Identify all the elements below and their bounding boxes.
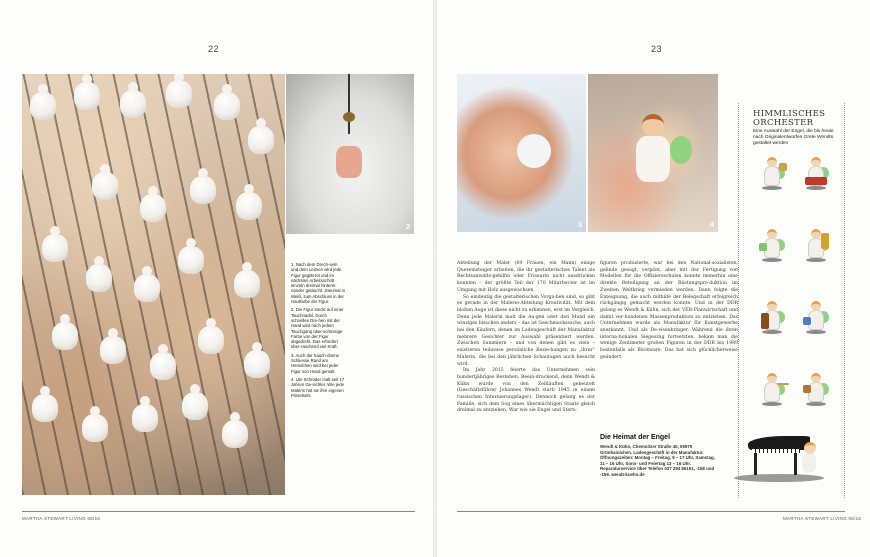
piano-keys xyxy=(752,449,800,453)
pianist-body xyxy=(802,454,816,472)
angel-robe xyxy=(636,136,670,182)
sidebar-title-line: ORCHESTER xyxy=(753,118,814,128)
piano-leg xyxy=(794,453,797,475)
caption-2: 2. Die Figur steckt auf einer Tauchnadel. Durch schnelles Dre-hen mit der Hand wird nach jedem Tauchgang über-schüssige Farbe von der Figur abgedreht. Das erfordert über-raschend viel Kraft. xyxy=(291,307,344,350)
info-title: Die Heimat der Engel xyxy=(600,434,671,441)
angel-figurine-drum xyxy=(801,155,831,195)
photo-dipping-needle xyxy=(286,74,414,234)
angel-figure xyxy=(30,92,56,120)
footer-label-right: MARTHA STEWART LIVING 06/16 xyxy=(783,516,862,521)
angel-figurine-accordion xyxy=(757,227,787,267)
angel-figure xyxy=(86,264,112,292)
photo-painting-face xyxy=(588,74,718,232)
angel-figurine-harp xyxy=(801,227,831,267)
footer-label-left: MARTHA STEWART LIVING 06/16 xyxy=(22,516,101,521)
angel-figure xyxy=(42,234,68,262)
angel-figure xyxy=(517,134,551,168)
angel-figurine-bells xyxy=(801,299,831,339)
angel-figure xyxy=(178,246,204,274)
page-number-right: 23 xyxy=(651,44,663,54)
photo-angels-on-needles xyxy=(22,74,285,495)
figure-blank xyxy=(336,146,362,178)
angel-figure xyxy=(244,350,270,378)
info-text: Wendt & Kühn, Chemnitzer Straße 40, 09579 Grünhainichen. Ladengeschäft in der Manufaktur. Öffnungszeiten: Montag – Freitag, 9 – 17 Uhr, Samstag, 11 – 16 Uhr, Sonn- und Feiertag 13 – 16 Uhr. Reparaturservice über Telefon 037 294 86151, -158 und -159. wendt-kuehn.de xyxy=(600,444,715,477)
angel-figure xyxy=(82,414,108,442)
angel-figure xyxy=(150,352,176,380)
angel-figurine-lute xyxy=(801,371,831,411)
photo-number: 4 xyxy=(710,222,714,229)
angel-figurine-trumpet xyxy=(757,155,787,195)
angel-figure xyxy=(190,176,216,204)
caption-3: 3. Auch der hauch-dünne Schliesse Rand am Hemdchen wird bei jeder Figur von Hand gemalt. xyxy=(291,352,340,374)
pianist-head xyxy=(804,442,816,454)
photo-number: 3 xyxy=(578,222,582,229)
angel-figure xyxy=(132,404,158,432)
angel-figure xyxy=(222,420,248,448)
angel-figure xyxy=(140,194,166,222)
piano-leg xyxy=(754,453,757,475)
paragraph: So eindeutig die gestalterischen Vorga-ben sind, so gibt es gerade in der Malerei-Abteilung Kreativität. Mit dem bloßen Auge ist diese nicht zu erkennen, erst im Vergleich. Denn jede Malerin malt die Au-gen oder den Mund ein winziges bisschen anders – das ist Geschmackssache, auch bei den Käufern, denen im Ladengeschäft der Manufaktur mehrere Gesichter zur Auswahl präsentiert werden. Zwischen Sammlern – und von denen gibt es viele – existieren teilweise persönliche Bezie-hungen zu „ihrer“ Malerin, die bei den jährlichen Schautagen auch besucht wird. xyxy=(457,294,595,367)
address-info-box xyxy=(600,434,720,478)
angel-figurine-piano xyxy=(748,436,816,482)
photo-painting-hands xyxy=(457,74,586,232)
angel-figure xyxy=(214,92,240,120)
angel-figurine-cello xyxy=(757,299,787,339)
page-number-left: 22 xyxy=(208,44,220,54)
paragraph: Abteilung der Maler (69 Frauen, ein Mann) einige Quereinsteiger arbeiten, die ihr gestalterisches Talent als Rechtsanwalts-gehilfin oder Friseurin nicht ausdrücken konnten – der größte Teil der 170 Mitarbei-ter ist im Umgang mit Holz ausgewachsen. xyxy=(457,261,595,293)
sidebar-subtitle: Eine Auswahl der Engel, die bis heute nach Originalentwürfen Grete Wendts gestaltet werden xyxy=(753,129,834,146)
piano-base xyxy=(734,474,824,482)
needle xyxy=(348,74,350,134)
angel-figurine-flute xyxy=(757,371,787,411)
angel-figure xyxy=(74,82,100,110)
paragraph: Im Jahr 2015 feierte das Unternehmen sein hundertjähriges Bestehen. Beein-druckend, denn Wendt & Kühn wurde von den Zeitläuften gebeutelt (Geschäftsführer Johannes Wendt starb 1945 in einem russischen Internierungslager). Dennoch gelang es der Familie, sich dem Sog eines übermächtigen Staats gleich dreimal zu entziehen. War wie sie Engel und Stern- xyxy=(457,368,595,414)
angel-figure xyxy=(100,336,126,364)
piano-lid xyxy=(748,436,810,450)
angel-wing xyxy=(670,136,692,164)
paragraph: figuren produzierte, war bei den National-sozialisten, gelinde gesagt, verpönt, aber mit der Fertigung von Modellen für die Offiziersschulen konnte immerhin eine direkte Beteiligung an der Rüstungspro-duktion im Zweiten Weltkrieg vermieden werden. Dann folgte die Enteignung, die auch mithilfe der Belegschaft erfolgreich rückgängig gemacht werden konnte. Und in der DDR gelang es Wendt & Kühn, sich der VEB-Planwirtschaft und damit ver-bundenen Massenproduktion zu entziehen. Das Unternehmen wurde als Manufaktur für Kunstgewerbe anerkannt. Und als De-visenbringer. Während die ihren interna-tionalen Siegeszug fortsetzten, bekam man die wenige Zentimeter großen Figuren in der DDR bis 1989 bestenfalls als Bückware. Das hat sich glücklicherweise geändert. xyxy=(600,261,738,360)
sidebar-title xyxy=(753,110,825,128)
angel-figure xyxy=(198,326,224,354)
bead xyxy=(343,112,355,122)
angel-figure xyxy=(234,270,260,298)
body-column-2 xyxy=(600,261,738,362)
angel-figure xyxy=(134,274,160,302)
angel-figure xyxy=(92,172,118,200)
angel-figure xyxy=(52,322,78,350)
angel-figure xyxy=(32,394,58,422)
caption-1: 1. Nach dem Drech-seln und dem Leimen wird jede Figur geglät-tet und im nächsten Arbeitsschritt einzeln dreimal hinterei-nander getaucht. Zweimal in Weiß, zum Abschluss in der Hautfarbe der Figur. xyxy=(291,262,345,305)
photo-number: 2 xyxy=(406,224,410,231)
angel-figure xyxy=(166,80,192,108)
body-column-1 xyxy=(457,261,595,415)
caption-4: 4. Ute Schröder malt seit 17 Jahren Ge-sichter. Wie jede Malerin hat sie ihre eigenen Pinselsets. xyxy=(291,376,345,398)
angel-figure xyxy=(236,192,262,220)
angel-figure xyxy=(182,392,208,420)
photo-captions xyxy=(291,262,345,401)
sidebar-title-line: HIMMLISCHES xyxy=(753,109,826,119)
angel-figure xyxy=(120,90,146,118)
angel-figure xyxy=(248,126,274,154)
angel-head xyxy=(642,114,664,136)
